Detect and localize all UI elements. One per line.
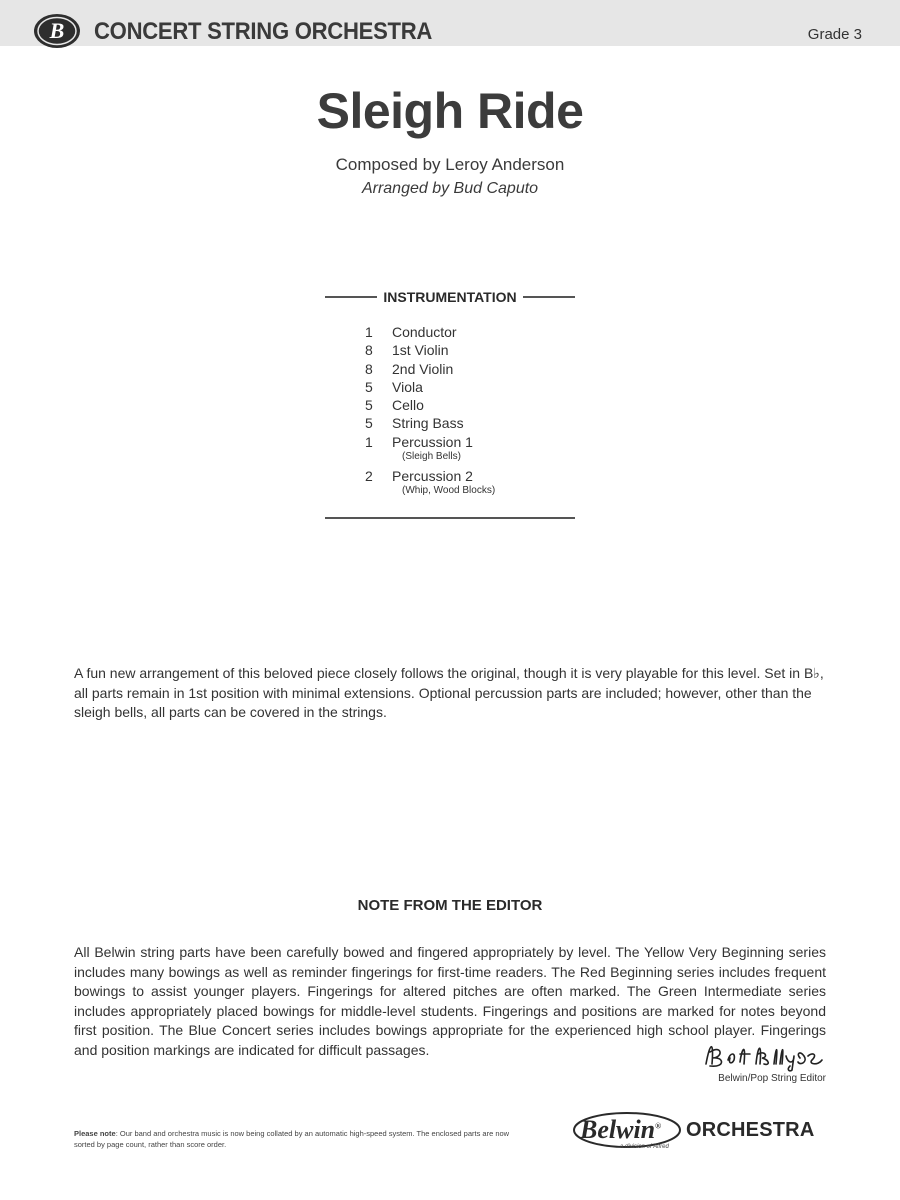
- publisher-script-text: Belwin: [580, 1115, 656, 1144]
- list-item: [365, 433, 495, 467]
- instrument-entry: [392, 467, 495, 501]
- footnote-text: : Our band and orchestra music is now being collated by an automatic high-speed system. The enclosed parts are now sorted by page count, rather than score order.: [74, 1129, 510, 1149]
- instrument-quantity: 5: [365, 415, 373, 432]
- instrumentation-list: [365, 323, 495, 501]
- arranger-credit: Arranged by Bud Caputo: [361, 180, 539, 197]
- instrument-note: (Whip, Wood Blocks): [402, 485, 496, 497]
- arrangement-description: A fun new arrangement of this beloved piece closely follows the original, though it is very playable for this level. Set in B♭, all parts remain in 1st position with minimal extensions. Optional percussion parts are included; however, other than the sleigh bells, all parts can be covered in the strings.: [74, 665, 824, 720]
- instrument-quantity: 1: [365, 324, 373, 340]
- instrument-name: Viola: [392, 378, 423, 395]
- instrument-quantity: 8: [365, 360, 373, 377]
- publisher-script-wordmark: [580, 1115, 661, 1145]
- instrument-name: String Bass: [392, 415, 464, 432]
- instrumentation-bottom-rule: [325, 517, 575, 519]
- page-title: Sleigh Ride: [316, 83, 584, 139]
- signature-caption: Belwin/Pop String Editor: [718, 1073, 826, 1084]
- publisher-orchestra-word: ORCHESTRA: [686, 1119, 815, 1141]
- instrument-name: 2nd Violin: [392, 360, 454, 377]
- list-item: [365, 467, 495, 501]
- composer-credit: Composed by Leroy Anderson: [335, 155, 565, 174]
- instrument-quantity: 1: [365, 433, 373, 450]
- heading-rule-right: [523, 296, 575, 298]
- editor-note-heading: NOTE FROM THE EDITOR: [357, 897, 543, 914]
- list-item: [365, 414, 495, 432]
- instrument-name: Percussion 1: [392, 433, 473, 450]
- instrument-quantity: 5: [365, 378, 373, 395]
- instrument-note: (Sleigh Bells): [402, 451, 461, 463]
- instrument-quantity: 2: [365, 468, 373, 485]
- editor-note-text: All Belwin string parts have been carefully bowed and fingered appropriately by level. The Yellow Very Beginning series includes many bowings as well as reminder fingerings for first-time readers. The Red Beginning series includes frequent bowings to assist younger players. Fingerings for altered pitches are often marked. The Green Intermediate series includes appropriately placed bowings for middle-level students. Fingerings and positions are marked for notes beyond first position. The Blue Concert series includes bowings appropriate for the experienced high school player. Fingerings and position markings are indicated for difficult passages.: [74, 944, 826, 1058]
- instrument-quantity: 5: [365, 397, 373, 414]
- belwin-orchestra-logo: [572, 1108, 832, 1158]
- belwin-b-logo-icon: [32, 11, 82, 51]
- instrument-quantity: 8: [365, 342, 373, 359]
- list-item: [365, 323, 495, 341]
- heading-rule-left: [325, 296, 377, 298]
- instrument-name: Cello: [392, 397, 424, 414]
- publisher-trademark: ®: [655, 1121, 662, 1131]
- list-item: [365, 396, 495, 414]
- list-item: [365, 360, 495, 378]
- instrument-name: Percussion 2: [392, 468, 473, 485]
- instrument-name: 1st Violin: [392, 342, 449, 359]
- instrumentation-heading-label: INSTRUMENTATION: [383, 289, 517, 305]
- list-item: [365, 341, 495, 359]
- editor-signature-icon: [700, 1034, 830, 1072]
- list-item: [365, 378, 495, 396]
- instrumentation-heading: [325, 289, 575, 305]
- series-title: CONCERT STRING ORCHESTRA: [94, 18, 433, 45]
- svg-text:B: B: [49, 18, 65, 43]
- publisher-division-note: a division of Alfred: [620, 1144, 669, 1150]
- instrument-entry: [392, 433, 473, 467]
- instrument-name: Conductor: [392, 324, 457, 340]
- footnote-label: Please note: [74, 1129, 116, 1138]
- grade-label: Grade 3: [807, 26, 862, 43]
- collation-footnote: [74, 1128, 514, 1150]
